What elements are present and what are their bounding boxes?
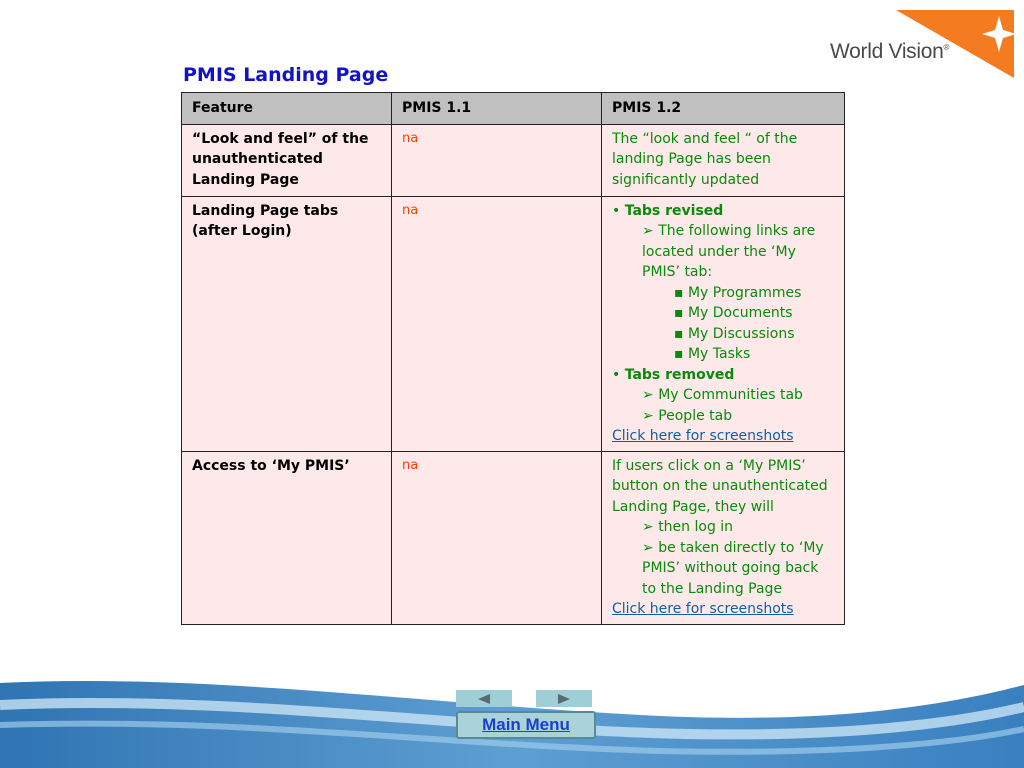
list-item: ▪ My Documents [674,305,793,321]
screenshots-link[interactable]: Click here for screenshots [612,428,794,444]
table-header-row [182,93,845,125]
list-item-text: My Programmes [687,284,802,301]
sub-bullet-taken-directly: ➢ be taken directly to ‘My PMIS’ without going back to the Landing Page [642,539,824,597]
header-pmis-1-1: PMIS 1.1 [392,93,602,125]
pmis-1-2-cell: The “look and feel “ of the landing Page has been significantly updated [602,124,845,196]
sub-bullet-text: My Communities tab [658,387,803,403]
right-triangle-icon [557,694,571,704]
header-feature: Feature [182,93,392,125]
table-row [182,124,845,196]
next-slide-button[interactable] [536,690,592,707]
bullet-tabs-removed: • Tabs removed [612,366,735,383]
main-menu-button[interactable]: Main Menu [456,711,596,739]
pmis-1-1-cell: na [392,451,602,624]
sub-bullet-my-communities: ➢ My Communities tab [642,387,803,403]
screenshots-link[interactable]: Click here for screenshots [612,601,794,617]
sub-bullet-following-links: ➢ The following links are located under the ‘My PMIS’ tab: [642,223,816,280]
bullet-label: Tabs removed [624,366,735,383]
feature-cell: “Look and feel” of the unauthenticated Landing Page [182,124,392,196]
logo-text: World Vision [830,40,944,63]
registered-mark: ® [943,43,950,52]
feature-cell: Access to ‘My PMIS’ [182,451,392,624]
sub-bullet-people: ➢ People tab [642,407,733,424]
feature-cell: Landing Page tabs (after Login) [182,196,392,451]
bullet-tabs-revised: • Tabs revised [612,202,724,219]
feature-comparison-table [181,92,845,625]
header-pmis-1-2: PMIS 1.2 [602,93,845,125]
sub-bullet-text: then log in [658,519,734,535]
left-triangle-icon [477,694,491,704]
table-row [182,451,845,624]
sub-bullet-log-in: ➢ then log in [642,519,734,535]
page-title: PMIS Landing Page [183,64,389,86]
pmis-1-2-cell [602,451,845,624]
world-vision-logo [830,40,949,64]
pmis-1-1-cell: na [392,124,602,196]
sub-bullet-text: The following links are located under the ‘My PMIS’ tab: [642,223,816,280]
pmis-1-2-cell [602,196,845,451]
bullet-label: Tabs revised [624,202,724,219]
list-item-text: My Discussions [687,325,795,342]
pmis-1-1-cell: na [392,196,602,451]
list-item-text: My Documents [687,305,793,321]
access-intro-text: If users click on a ‘My PMIS’ button on the unauthenticated Landing Page, they will [612,457,828,515]
sub-bullet-text: People tab [658,407,733,424]
table-row [182,196,845,451]
previous-slide-button[interactable] [456,690,512,707]
list-item: ▪ My Discussions [674,325,795,342]
sub-bullet-text: be taken directly to ‘My PMIS’ without going back to the Landing Page [642,539,824,597]
list-item: ▪ My Programmes [674,284,802,301]
list-item: ▪ My Tasks [674,346,751,362]
list-item-text: My Tasks [687,346,751,362]
